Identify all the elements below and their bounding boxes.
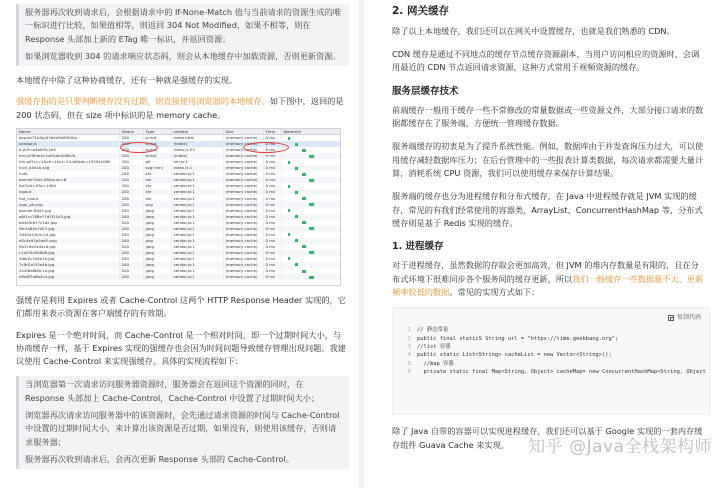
cell-initiator: index.html [171, 135, 223, 141]
cell-name: f8c2a84e7d23.jpg [17, 226, 119, 232]
waterfall-bar [302, 173, 306, 176]
cell-status: 200 [119, 208, 143, 214]
cell-initiator: vendor.js:1 [171, 220, 223, 226]
cell-type: xhr [143, 195, 171, 201]
waterfall-bar [295, 263, 298, 266]
cell-initiator: vendor.js:1 [171, 274, 223, 280]
waterfall-bar [288, 233, 290, 236]
cell-name: list?cid=2&t=1564 [17, 183, 119, 189]
cell-size: (memory cache) [223, 208, 263, 214]
waterfall-bar [309, 203, 314, 206]
code-text: public final staticS String url = "https://time.geekbang.org"; [417, 335, 619, 342]
cell-size: (memory cache) [223, 195, 263, 201]
code-content [399, 326, 706, 376]
cell-status: 200 [119, 165, 143, 171]
cell-size: (memory cache) [223, 214, 263, 220]
paragraph: CDN 缓存是通过不同地点的缓存节点缓存资源副本，当用户访问相应的资源时，会调用最近的 CDN 节点返回请求资源，这种方式常用于视频资源的缓存。 [392, 48, 700, 73]
paragraph: 除了 Java 自带的容器可以实现进程缓存，我们还可以基于 Google 实现的一套内存缓存组件 Guava Cache 来实现。 [392, 426, 703, 450]
line-number: 5 [407, 360, 411, 367]
waterfall-bar [309, 155, 314, 158]
cell-name: 9b17de2e44cd.jpg [17, 244, 119, 250]
cell-name: hot_count [17, 195, 119, 201]
cell-time: 0 ms [263, 153, 281, 159]
cell-type: jpeg [143, 256, 171, 262]
cell-time: 0 ms [263, 135, 281, 141]
cell-time: 0 ms [263, 159, 281, 165]
cell-size: (memory cache) [223, 201, 263, 207]
cell-initiator: vendor.js:1 [171, 232, 223, 238]
quote-text: 如果浏览器收到 304 的请求响应状态码，则会从本地缓存中加载资源，否则更新资源。 [25, 50, 341, 61]
cell-status: 200 [119, 256, 143, 262]
cell-name: app/js/71b9b/03b9e9b8f50f.js [17, 135, 119, 141]
cell-time: 0 ms [263, 171, 281, 177]
right-column [364, 0, 720, 488]
col-header-status[interactable]: Status [119, 129, 143, 135]
cell-initiator: (index) [171, 153, 223, 159]
cell-name: icon_a4e1b.svg [17, 165, 119, 171]
code-text: //list 容器 [417, 343, 451, 350]
highlight-text: 强缓存指的是只要判断缓存没有过期，则直接使用浏览器的本地缓存。 [16, 96, 270, 107]
cell-initiator: vendor.js:1 [171, 201, 223, 207]
cell-name: 5fae2c7d9b10.jpg [17, 256, 119, 262]
cell-size: (memory cache) [223, 268, 263, 274]
paragraph: 服务端的缓存也分为进程缓存和分布式缓存，在 Java 中进程缓存就是 JVM 实现的缓存，常见的有我们经常使用的容器类，ArrayList、ConcurrentHashMap 等，分布式缓存则是基于 Redis 实现的缓存。 [392, 191, 703, 228]
col-header-time[interactable]: Time [263, 129, 281, 135]
line-number: 3 [407, 343, 411, 350]
cell-name: num [17, 171, 119, 177]
code-line [399, 343, 703, 351]
code-line [399, 360, 703, 368]
paragraph: 前端缓存一般用于缓存一些不常修改的常量数据或一些资源文件，大部分接口请求的数据都缓存在了服务端，方便统一管理缓存数据。 [392, 104, 704, 129]
cell-type: jpeg [143, 250, 171, 256]
copy-code-label: 复制代码 [676, 314, 701, 322]
cell-name: b.js?t=a4b8f3c2e9 [17, 147, 119, 153]
code-block [392, 307, 710, 415]
waterfall-bar [309, 251, 314, 254]
cell-type: jpeg [143, 208, 171, 214]
cell-size: (memory cache) [223, 135, 263, 141]
cell-time: 0 ms [263, 232, 281, 238]
cell-initiator: index.js:23 [171, 147, 223, 153]
cell-initiator: index.js:1 [171, 165, 223, 171]
cell-time: 0 ms [263, 250, 281, 256]
cell-time: 0 ms [263, 183, 281, 189]
cell-name: 2e4f6a8b0c1d.jpg [17, 268, 119, 274]
cell-time: 0 ms [263, 201, 281, 207]
paragraph-text: 对于进程缓存，虽然数据的存取会更加高效，但 JVM 的堆内存数量是有限的，且在分布式环境下很难同步各个服务间的缓存更新，所以 [392, 260, 699, 284]
cell-status: 200 [119, 195, 143, 201]
cell-name: vendor.js [17, 141, 119, 147]
cell-time: 0 ms [263, 238, 281, 244]
cell-status: 200 [119, 244, 143, 250]
cell-type: script [143, 135, 171, 141]
cell-size: (memory cache) [223, 153, 263, 159]
col-header-name[interactable]: Name [17, 129, 119, 135]
cell-status: 200 [119, 232, 143, 238]
cell-name: logout [17, 189, 119, 195]
cell-type: jpeg [143, 268, 171, 274]
cell-initiator: vendor.js:1 [171, 256, 223, 262]
cell-type: xhr [143, 177, 171, 183]
paragraph-text: 。常见的实现方式如下： [449, 286, 540, 297]
cell-name: e0c4e91b5ad3.png [17, 238, 119, 244]
col-header-type[interactable]: Type [143, 129, 171, 135]
code-line [399, 368, 706, 376]
cell-time: 0 ms [263, 189, 281, 195]
cell-type: gif [143, 159, 171, 165]
cell-status: 200 [119, 189, 143, 195]
code-line [399, 326, 703, 334]
cell-size: (memory cache) [223, 189, 263, 195]
cell-size: (memory cache) [223, 159, 263, 165]
quote-block [16, 376, 349, 469]
cell-type: jpeg [143, 244, 171, 250]
waterfall-bar [309, 276, 314, 279]
line-number: 4 [407, 352, 411, 359]
cell-type: png [143, 238, 171, 244]
waterfall-bar [309, 179, 314, 182]
cell-name: 7c8d1e2f3a4b.jpg [17, 262, 119, 268]
cell-status: 200 [119, 135, 143, 141]
cell-initiator: vendor.js:1 [171, 183, 223, 189]
cell-type: jpeg [143, 274, 171, 280]
cell-size: (memory cache) [223, 171, 263, 177]
cell-status: 200 [119, 268, 143, 274]
code-text: //map 容器 [417, 360, 454, 367]
cell-initiator: hm.js:1 [171, 159, 223, 165]
waterfall-bar [302, 221, 306, 224]
col-header-waterfall[interactable]: Waterfall [281, 129, 341, 135]
annotation-circle-status [120, 142, 158, 153]
waterfall-bar [288, 185, 290, 188]
cell-type: xhr [143, 171, 171, 177]
code-text: private static final Map<String, Object> cacheMap= new ConcurrentHashMap<String, Object [417, 369, 706, 376]
highlight-text: 我们一般缓存一些数据量不大、更新频率较低的数据 [392, 273, 704, 297]
cell-time: 0 ms [263, 208, 281, 214]
cell-name: banner-8d41.jpg [17, 208, 119, 214]
quote-text: 浏览器再次请求访问服务器中的该资源时，会先通过请求资源的时间与 Cache-Control 中设置的过期时间大小，来计算出该资源是否过期，如果没有，则使用该缓存，否则请求服务器； [25, 409, 340, 447]
cell-status: 200 [119, 238, 143, 244]
cell-time: 0 ms [263, 220, 281, 226]
cell-initiator: vendor.js:1 [171, 208, 223, 214]
cell-time: 0 ms [263, 274, 281, 280]
section-heading: 2. 网关缓存 [392, 5, 449, 17]
cell-initiator: vendor.js:1 [171, 189, 223, 195]
cell-initiator: vendor.js:1 [171, 214, 223, 220]
cell-type: script [143, 153, 171, 159]
cell-initiator: vendor.js:1 [171, 195, 223, 201]
cell-size: (memory cache) [223, 183, 263, 189]
paragraph [392, 259, 706, 299]
cell-status: 200 [119, 147, 143, 153]
paragraph: Expires 是一个绝对时间，而 Cache-Control 是一个相对时间，即一个过期时间大小，与协商缓存一样，基于 Expires 实现的强缓存也会因为时间问题导致缓存管理出现问题。我建议使用 Cache-Control 来实现强缓存。具体的实现流程如下： [16, 329, 346, 367]
annotation-circle-size [243, 142, 289, 153]
waterfall-bar [309, 227, 314, 230]
cell-initiator: vendor.js:1 [171, 244, 223, 250]
code-line [399, 335, 703, 343]
waterfall-bar [302, 197, 306, 200]
code-text: // 静态常量 [417, 327, 449, 334]
cell-name: d9e8f7a6b5c4.jpg [17, 274, 119, 280]
cell-status: 200 [119, 171, 143, 177]
cell-type: xhr [143, 183, 171, 189]
waterfall-bar [288, 209, 290, 212]
cell-time: 0 ms [263, 141, 281, 147]
left-column [0, 0, 357, 488]
cell-size: (memory cache) [223, 226, 263, 232]
network-row[interactable] [17, 274, 341, 280]
cell-initiator: vendor.js:1 [171, 171, 223, 177]
code-text: public static List<String> cacheList = new Vector<String>(); [417, 352, 612, 359]
line-number: 6 [407, 369, 411, 376]
waterfall-bar [288, 161, 290, 164]
cell-time: 0 ms [263, 177, 281, 183]
cell-name: a6f1cc788e77d7f21b3.jpg [17, 214, 119, 220]
cell-time: 0 ms [263, 244, 281, 250]
cell-status: 200 [119, 201, 143, 207]
network-panel-screenshot [16, 128, 341, 286]
waterfall-bar [295, 143, 298, 146]
waterfall-bar [302, 245, 306, 248]
cell-size: (memory cache) [223, 274, 263, 280]
cell-name: banner?cid=28&num=6 [17, 177, 119, 183]
cell-type: jpeg [143, 232, 171, 238]
section-heading: 1. 进程缓存 [392, 241, 444, 253]
cell-size: (memory cache) [223, 147, 263, 153]
cell-initiator: vendor.js:1 [171, 177, 223, 183]
cell-name: hm.gif?cc=1&ck=1&cl=24-bit&ds=1920x1080 [17, 159, 119, 165]
cell-type: svg+xml [143, 165, 171, 171]
cell-type: jpeg [143, 220, 171, 226]
code-line [399, 351, 703, 359]
cell-status: 200 [119, 177, 143, 183]
cell-time: 0 ms [263, 262, 281, 268]
cell-name: hm.js?9f4e4c1a2fcab3d8b7e [17, 153, 119, 159]
cell-time: 0 ms [263, 195, 281, 201]
cell-initiator: vendor.js:1 [171, 268, 223, 274]
cell-initiator: vendor.js:1 [171, 226, 223, 232]
waterfall-bar [302, 149, 306, 152]
waterfall-bar [295, 215, 298, 218]
cell-initiator: (index) [171, 141, 223, 147]
cell-time: 0 ms [263, 214, 281, 220]
watermark: 知乎 @Java全栈架构师 [528, 437, 712, 457]
cell-name: 3d45a15b1c24.jpg [17, 232, 119, 238]
cell-size: (memory cache) [223, 141, 263, 147]
cell-name: b04e5fb77c1b2.jpg [17, 220, 119, 226]
paragraph: 除了以上本地缓存，我们还可以在网关中设置缓存，也就是我们熟悉的 CDN。 [392, 25, 675, 36]
cell-time: 0 ms [263, 256, 281, 262]
cell-type: jpeg [143, 214, 171, 220]
paragraph: 服务端缓存的初衷是为了提升系统性能。例如，数据库由于并发查询压力过大，可以使用缓存减轻数据库压力；在后台管理中的一些报表计算类数据，每次请求都需要大量计算，消耗系统 CPU 资源，我们可以使用缓存来保存计算结果。 [392, 141, 704, 178]
paragraph: 本地缓存中除了这种协商缓存，还有一种就是强缓存的实现。 [16, 75, 238, 86]
cell-type: script [143, 141, 171, 147]
paragraph-text: 如下图中，返回的是 200 状态码，但在 size 项中标识的是 memory cache。 [16, 96, 344, 120]
cell-status: 200 [119, 250, 143, 256]
cell-time: 0 ms [263, 165, 281, 171]
cell-time: 0 ms [263, 226, 281, 232]
cell-status: 200 [119, 153, 143, 159]
quote-text: 服务器再次收到请求后，会根据请求中的 If-None-Match 值与当前请求的资源生成的唯一标识进行比较，如果值相等，则返回 304 Not Modified，如果不相等，则在 Response 头部加上新的 ETag 唯一标识，并返回资源； [25, 7, 342, 44]
line-number: 1 [407, 327, 411, 334]
cell-size: (memory cache) [223, 165, 263, 171]
line-number: 2 [407, 335, 411, 342]
cell-status: 200 [119, 141, 143, 147]
cell-size: (memory cache) [223, 250, 263, 256]
network-table [17, 129, 341, 280]
quote-text: 当浏览器第一次请求访问服务器资源时，服务器会在返回这个资源的同时，在 Response 头部加上 Cache-Control，Cache-Control 中设置了过期时间大小； [25, 379, 320, 403]
copy-code-button[interactable] [668, 313, 701, 323]
cell-type: jpeg [143, 262, 171, 268]
cell-type: jpeg [143, 226, 171, 232]
cell-size: (memory cache) [223, 238, 263, 244]
cell-size: (memory cache) [223, 256, 263, 262]
waterfall-bar [302, 270, 306, 273]
cell-initiator: vendor.js:1 [171, 250, 223, 256]
cell-name: c1a2f4d3b8e6.jpg [17, 250, 119, 256]
cell-time: 0 ms [263, 147, 281, 153]
paragraph [16, 95, 349, 122]
cell-status: 200 [119, 274, 143, 280]
cell-size: (memory cache) [223, 177, 263, 183]
quote-text: 服务器再次收到请求后，会再次更新 Response 头部的 Cache-Control。 [25, 453, 294, 464]
cell-size: (memory cache) [223, 232, 263, 238]
waterfall-bar [295, 191, 298, 194]
cell-status: 200 [119, 262, 143, 268]
col-header-initiator[interactable]: Initiator [171, 129, 223, 135]
cell-waterfall [281, 274, 341, 280]
cell-status: 200 [119, 226, 143, 232]
section-heading: 服务层缓存技术 [392, 85, 459, 97]
cell-status: 200 [119, 214, 143, 220]
cell-initiator: vendor.js:1 [171, 262, 223, 268]
cell-type: script [143, 147, 171, 153]
cell-status: 200 [119, 159, 143, 165]
waterfall-bar [295, 239, 298, 242]
cell-type: xhr [143, 189, 171, 195]
cell-size: (memory cache) [223, 262, 263, 268]
paragraph: 强缓存是利用 Expires 或者 Cache-Control 这两个 HTTP Response Header 实现的，它们都用来表示资源在客户端缓存的有效期。 [16, 294, 346, 319]
cell-size: (memory cache) [223, 220, 263, 226]
waterfall-bar [288, 137, 290, 140]
cell-type: png [143, 201, 171, 207]
cell-size: (memory cache) [223, 244, 263, 250]
cell-name: logo_gk.png [17, 201, 119, 207]
cell-status: 200 [119, 183, 143, 189]
cell-initiator: vendor.js:1 [171, 238, 223, 244]
cell-status: 200 [119, 220, 143, 226]
quote-block [16, 4, 349, 66]
col-header-size[interactable]: Size [223, 129, 263, 135]
waterfall-bar [295, 167, 298, 170]
cell-time: 0 ms [263, 268, 281, 274]
waterfall-bar [288, 257, 290, 260]
copy-icon [668, 315, 674, 321]
